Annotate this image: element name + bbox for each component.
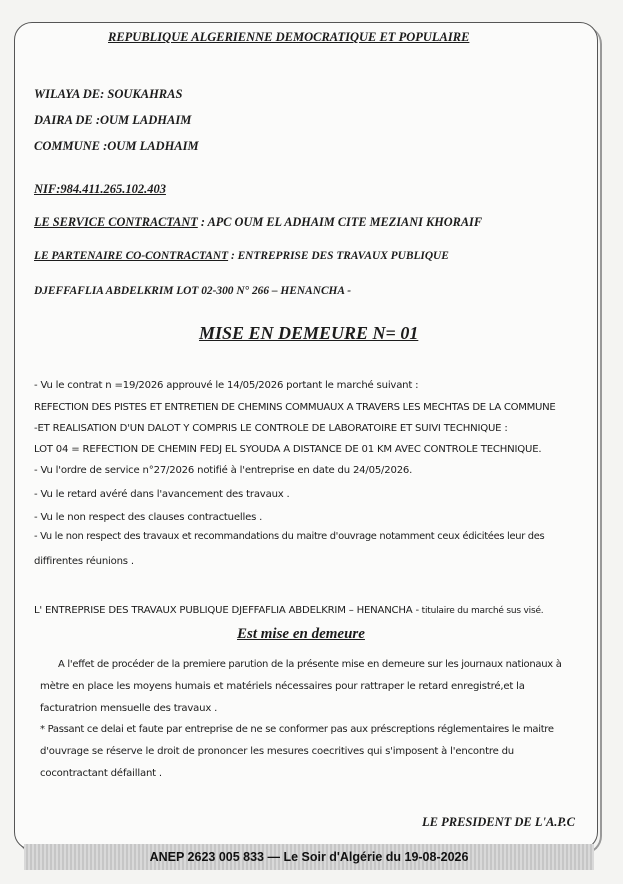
body-line-8: - Vu le non respect des travaux et recommandations du maitre d'ouvrage notamment ceux édicitées leur des [34,531,545,542]
partner-value: : ENTREPRISE DES TRAVAUX PUBLIQUE [228,250,449,262]
enterprise-name: L' ENTREPRISE DES TRAVAUX PUBLIQUE DJEFFAFLIA ABDELKRIM – HENANCHA - [34,605,419,616]
partner-line [34,250,449,262]
body-line-1: - Vu le contrat n =19/2026 approuvé le 14/05/2026 portant le marché suivant : [34,380,419,391]
daira-line: DAIRA DE :OUM LADHAIM [34,113,192,127]
body-line-4: LOT 04 = REFECTION DE CHEMIN FEDJ EL SYOUDA A DISTANCE DE 01 KM AVEC CONTROLE TECHNIQUE. [34,444,542,455]
republic-heading: REPUBLIQUE ALGERIENNE DEMOCRATIQUE ET POPULAIRE [108,30,470,44]
partner-address: DJEFFAFLIA ABDELKRIM LOT 02-300 N° 266 – HENANCHA - [34,285,352,297]
page-title: MISE EN DEMEURE N= 01 [199,323,419,343]
commune-line: COMMUNE :OUM LADHAIM [34,139,199,153]
partner-label: LE PARTENAIRE CO-CONTRACTANT [34,250,229,262]
service-label: LE SERVICE CONTRACTANT [34,215,198,229]
paragraph-line-3: facturatrion mensuelle des travaux . [40,703,218,714]
service-value: : APC OUM EL ADHAIM CITE MEZIANI KHORAIF [197,215,483,229]
paragraph-line-2: mètre en place les moyens humais et matériels nécessaires pour rattraper le retard enregistré,et la [40,681,525,692]
body-line-5: - Vu l'ordre de service n°27/2026 notifié à l'entreprise en date du 24/05/2026. [34,465,413,476]
footer-banner [24,844,594,870]
paragraph-line-5: d'ouvrage se réserve le droit de prononcer les mesures coecritives qui s'imposent à l'encontre du [40,746,514,757]
nif-line: NIF:984.411.265.102.403 [34,182,166,196]
enterprise-line [34,605,543,616]
enterprise-suffix: titulaire du marché sus visé. [418,606,544,616]
wilaya-line: WILAYA DE: SOUKAHRAS [34,87,183,101]
body-line-6: - Vu le retard avéré dans l'avancement des travaux . [34,489,290,500]
body-line-3: -ET REALISATION D'UN DALOT Y COMPRIS LE CONTROLE DE LABORATOIRE ET SUIVI TECHNIQUE : [34,423,508,434]
body-line-2: REFECTION DES PISTES ET ENTRETIEN DE CHEMINS COMMUAUX A TRAVERS LES MECHTAS DE LA COMMUNE [34,402,556,413]
paragraph-line-4: * Passant ce delai et faute par entreprise de ne se conformer pas aux préscreptions réglementaires le maitre [40,724,554,735]
mise-en-demeure-subtitle: Est mise en demeure [237,626,365,642]
signature: LE PRESIDENT DE L'A.P.C [422,815,575,829]
paragraph-line-6: cocontractant défaillant . [40,768,162,779]
body-line-9: diffirentes réunions . [34,556,134,567]
body-line-7: - Vu le non respect des clauses contractuelles . [34,512,263,523]
paragraph-line-1: A l'effet de procéder de la premiere parution de la présente mise en demeure sur les journaux nationaux à [58,659,562,670]
footer-reference: ANEP 2623 005 833 — Le Soir d'Algérie du 19-08-2026 [149,850,469,864]
service-contractant-line [34,215,482,230]
